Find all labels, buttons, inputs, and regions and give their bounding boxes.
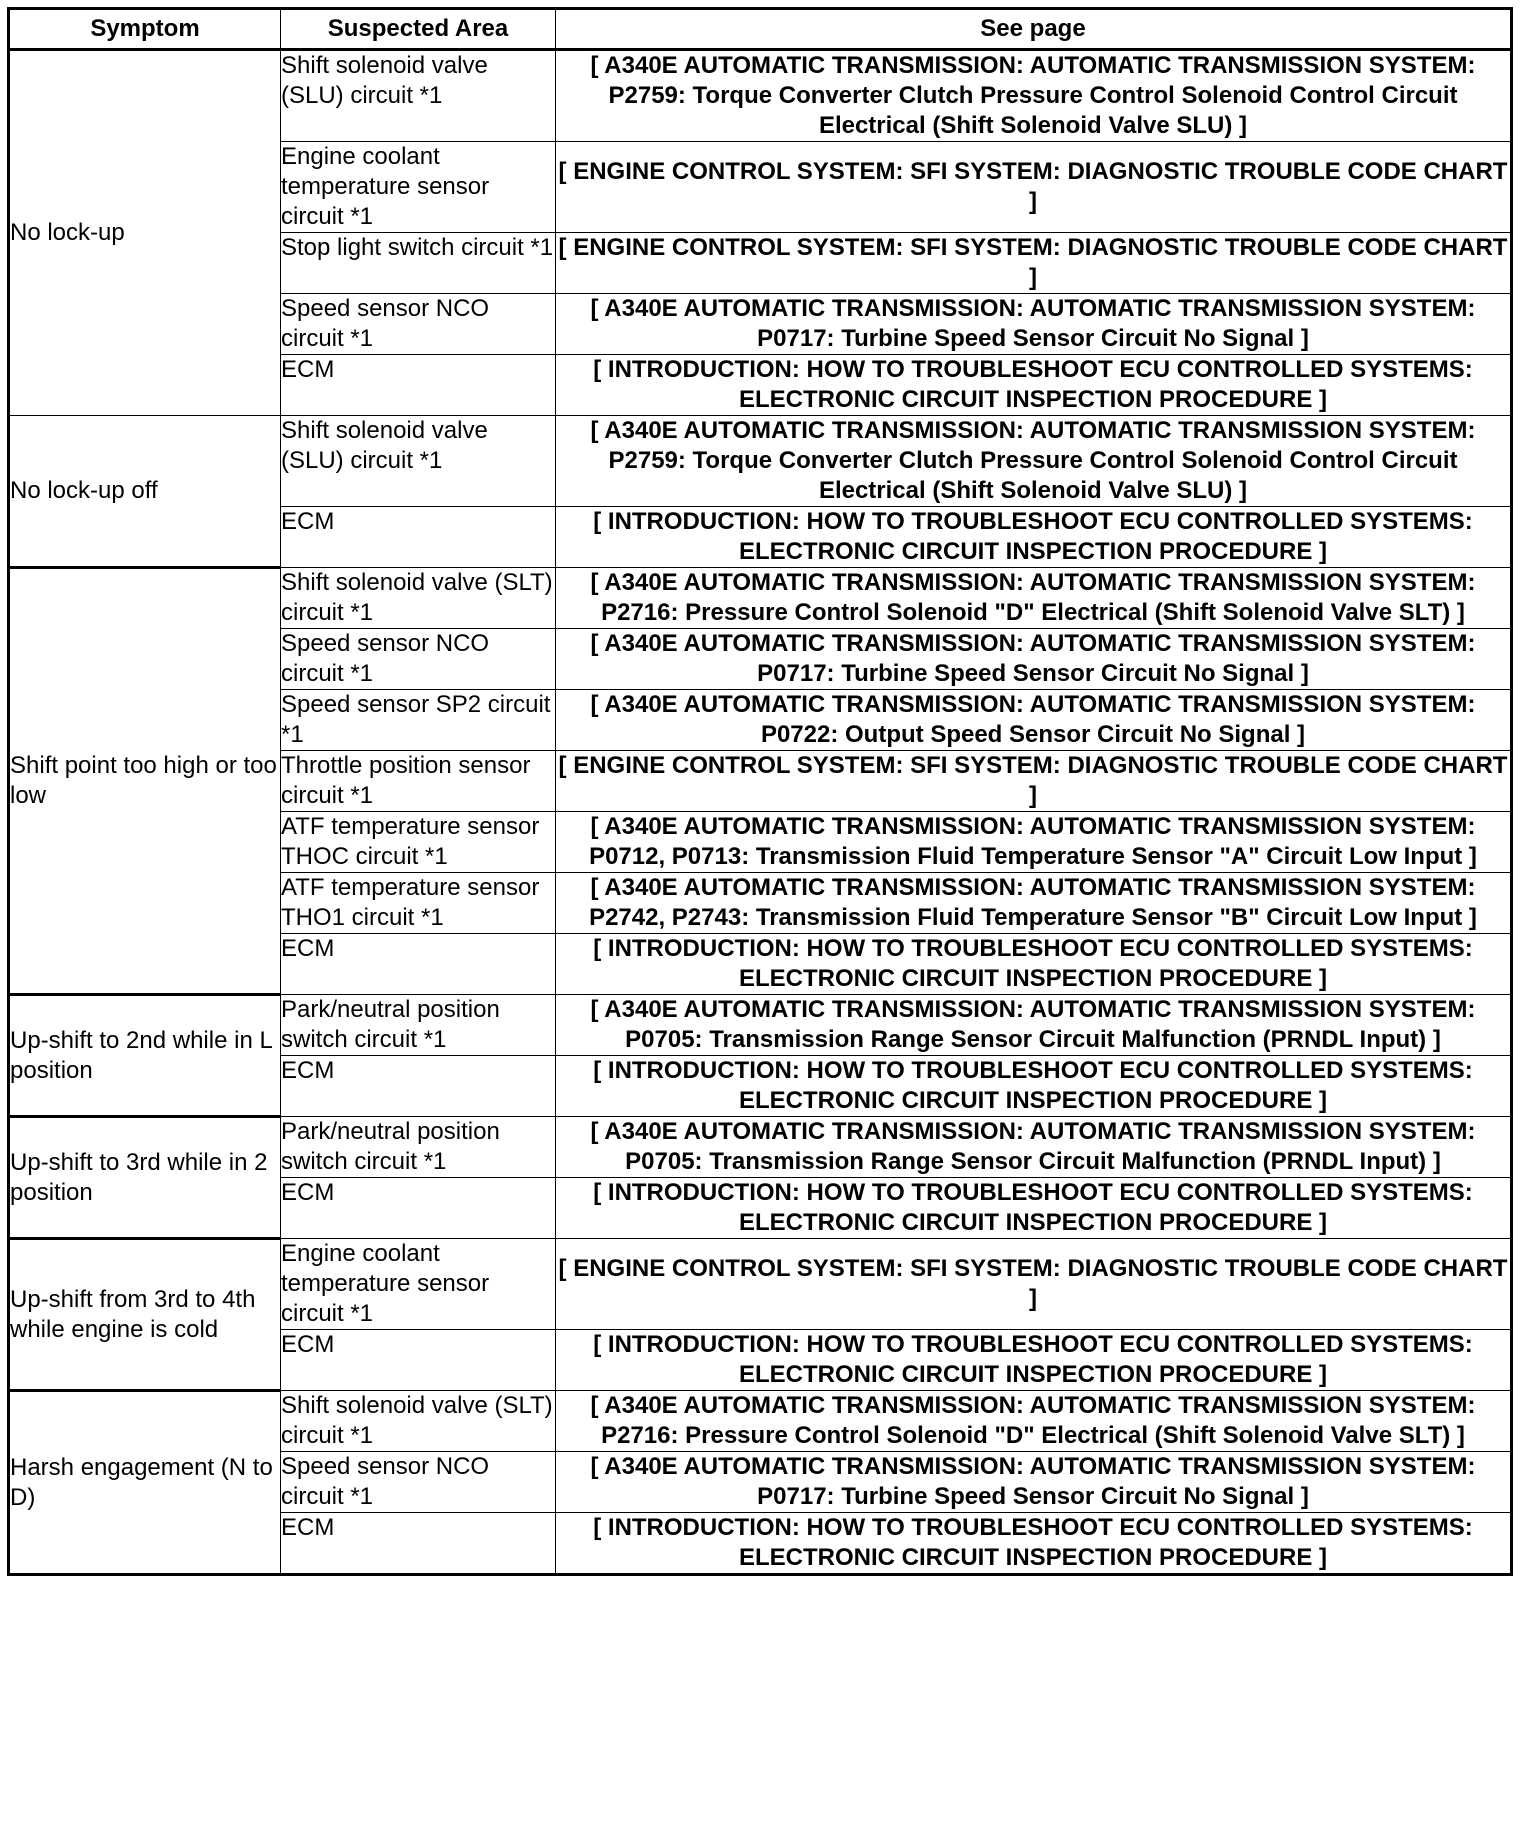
suspected-area-cell: Speed sensor NCO circuit *1 (281, 629, 556, 690)
suspected-area-cell: Park/neutral position switch circuit *1 (281, 1117, 556, 1178)
table-row (9, 1117, 1512, 1178)
see-page-link[interactable]: [ A340E AUTOMATIC TRANSMISSION: AUTOMATIC TRANSMISSION SYSTEM: P2759: Torque Converter Clutch Pressure Control Solenoid Control Circuit Electrical (Shift Solenoid Valve SLU) ] (556, 50, 1512, 142)
suspected-area-cell: Engine coolant temperature sensor circuit *1 (281, 1239, 556, 1330)
table-row (9, 50, 1512, 142)
table-row (9, 1239, 1512, 1330)
see-page-link[interactable]: [ A340E AUTOMATIC TRANSMISSION: AUTOMATIC TRANSMISSION SYSTEM: P2759: Torque Converter Clutch Pressure Control Solenoid Control Circuit Electrical (Shift Solenoid Valve SLU) ] (556, 416, 1512, 507)
see-page-link[interactable]: [ A340E AUTOMATIC TRANSMISSION: AUTOMATIC TRANSMISSION SYSTEM: P0717: Turbine Speed Sensor Circuit No Signal ] (556, 294, 1512, 355)
suspected-area-cell: Park/neutral position switch circuit *1 (281, 995, 556, 1056)
suspected-area-cell: ECM (281, 1178, 556, 1239)
suspected-area-cell: Stop light switch circuit *1 (281, 233, 556, 294)
suspected-area-cell: Speed sensor NCO circuit *1 (281, 294, 556, 355)
suspected-area-cell: Shift solenoid valve (SLT) circuit *1 (281, 1391, 556, 1452)
symptom-cell: Up-shift from 3rd to 4th while engine is cold (9, 1239, 281, 1391)
suspected-area-cell: ECM (281, 1330, 556, 1391)
symptom-cell: No lock-up (9, 50, 281, 416)
header-suspected-area: Suspected Area (281, 9, 556, 50)
see-page-link[interactable]: [ A340E AUTOMATIC TRANSMISSION: AUTOMATIC TRANSMISSION SYSTEM: P0722: Output Speed Sensor Circuit No Signal ] (556, 690, 1512, 751)
symptom-cell: No lock-up off (9, 416, 281, 568)
see-page-link[interactable]: [ INTRODUCTION: HOW TO TROUBLESHOOT ECU CONTROLLED SYSTEMS: ELECTRONIC CIRCUIT INSPECTION PROCEDURE ] (556, 1513, 1512, 1575)
suspected-area-cell: ECM (281, 934, 556, 995)
see-page-link[interactable]: [ A340E AUTOMATIC TRANSMISSION: AUTOMATIC TRANSMISSION SYSTEM: P2716: Pressure Control Solenoid "D" Electrical (Shift Solenoid Valve SLT) ] (556, 1391, 1512, 1452)
see-page-link[interactable]: [ A340E AUTOMATIC TRANSMISSION: AUTOMATIC TRANSMISSION SYSTEM: P0705: Transmission Range Sensor Circuit Malfunction (PRNDL Input) ] (556, 1117, 1512, 1178)
table-row (9, 568, 1512, 629)
see-page-link[interactable]: [ ENGINE CONTROL SYSTEM: SFI SYSTEM: DIAGNOSTIC TROUBLE CODE CHART ] (556, 233, 1512, 294)
see-page-link[interactable]: [ INTRODUCTION: HOW TO TROUBLESHOOT ECU CONTROLLED SYSTEMS: ELECTRONIC CIRCUIT INSPECTION PROCEDURE ] (556, 1056, 1512, 1117)
see-page-link[interactable]: [ A340E AUTOMATIC TRANSMISSION: AUTOMATIC TRANSMISSION SYSTEM: P2716: Pressure Control Solenoid "D" Electrical (Shift Solenoid Valve SLT) ] (556, 568, 1512, 629)
header-symptom: Symptom (9, 9, 281, 50)
header-row (9, 9, 1512, 50)
suspected-area-cell: ECM (281, 355, 556, 416)
header-see-page: See page (556, 9, 1512, 50)
suspected-area-cell: Shift solenoid valve (SLU) circuit *1 (281, 50, 556, 142)
see-page-link[interactable]: [ INTRODUCTION: HOW TO TROUBLESHOOT ECU CONTROLLED SYSTEMS: ELECTRONIC CIRCUIT INSPECTION PROCEDURE ] (556, 507, 1512, 568)
see-page-link[interactable]: [ ENGINE CONTROL SYSTEM: SFI SYSTEM: DIAGNOSTIC TROUBLE CODE CHART ] (556, 142, 1512, 233)
table-row (9, 416, 1512, 507)
see-page-link[interactable]: [ INTRODUCTION: HOW TO TROUBLESHOOT ECU CONTROLLED SYSTEMS: ELECTRONIC CIRCUIT INSPECTION PROCEDURE ] (556, 355, 1512, 416)
suspected-area-cell: Speed sensor NCO circuit *1 (281, 1452, 556, 1513)
suspected-area-cell: ATF temperature sensor THOC circuit *1 (281, 812, 556, 873)
suspected-area-cell: ECM (281, 1513, 556, 1575)
see-page-link[interactable]: [ A340E AUTOMATIC TRANSMISSION: AUTOMATIC TRANSMISSION SYSTEM: P0705: Transmission Range Sensor Circuit Malfunction (PRNDL Input) ] (556, 995, 1512, 1056)
see-page-link[interactable]: [ A340E AUTOMATIC TRANSMISSION: AUTOMATIC TRANSMISSION SYSTEM: P0717: Turbine Speed Sensor Circuit No Signal ] (556, 629, 1512, 690)
suspected-area-cell: Throttle position sensor circuit *1 (281, 751, 556, 812)
suspected-area-cell: ECM (281, 1056, 556, 1117)
suspected-area-cell: Speed sensor SP2 circuit *1 (281, 690, 556, 751)
see-page-link[interactable]: [ A340E AUTOMATIC TRANSMISSION: AUTOMATIC TRANSMISSION SYSTEM: P2742, P2743: Transmission Fluid Temperature Sensor "B" Circuit Low Input ] (556, 873, 1512, 934)
suspected-area-cell: Shift solenoid valve (SLT) circuit *1 (281, 568, 556, 629)
symptom-cell: Up-shift to 3rd while in 2 position (9, 1117, 281, 1239)
suspected-area-cell: Engine coolant temperature sensor circuit *1 (281, 142, 556, 233)
see-page-link[interactable]: [ A340E AUTOMATIC TRANSMISSION: AUTOMATIC TRANSMISSION SYSTEM: P0717: Turbine Speed Sensor Circuit No Signal ] (556, 1452, 1512, 1513)
see-page-link[interactable]: [ ENGINE CONTROL SYSTEM: SFI SYSTEM: DIAGNOSTIC TROUBLE CODE CHART ] (556, 1239, 1512, 1330)
see-page-link[interactable]: [ INTRODUCTION: HOW TO TROUBLESHOOT ECU CONTROLLED SYSTEMS: ELECTRONIC CIRCUIT INSPECTION PROCEDURE ] (556, 1178, 1512, 1239)
suspected-area-cell: ATF temperature sensor THO1 circuit *1 (281, 873, 556, 934)
see-page-link[interactable]: [ A340E AUTOMATIC TRANSMISSION: AUTOMATIC TRANSMISSION SYSTEM: P0712, P0713: Transmission Fluid Temperature Sensor "A" Circuit Low Input ] (556, 812, 1512, 873)
table-row (9, 1391, 1512, 1452)
table-row (9, 995, 1512, 1056)
troubleshooting-table (7, 7, 1513, 1576)
suspected-area-cell: Shift solenoid valve (SLU) circuit *1 (281, 416, 556, 507)
see-page-link[interactable]: [ ENGINE CONTROL SYSTEM: SFI SYSTEM: DIAGNOSTIC TROUBLE CODE CHART ] (556, 751, 1512, 812)
see-page-link[interactable]: [ INTRODUCTION: HOW TO TROUBLESHOOT ECU CONTROLLED SYSTEMS: ELECTRONIC CIRCUIT INSPECTION PROCEDURE ] (556, 934, 1512, 995)
symptom-cell: Up-shift to 2nd while in L position (9, 995, 281, 1117)
suspected-area-cell: ECM (281, 507, 556, 568)
symptom-cell: Harsh engagement (N to D) (9, 1391, 281, 1575)
see-page-link[interactable]: [ INTRODUCTION: HOW TO TROUBLESHOOT ECU CONTROLLED SYSTEMS: ELECTRONIC CIRCUIT INSPECTION PROCEDURE ] (556, 1330, 1512, 1391)
symptom-cell: Shift point too high or too low (9, 568, 281, 995)
